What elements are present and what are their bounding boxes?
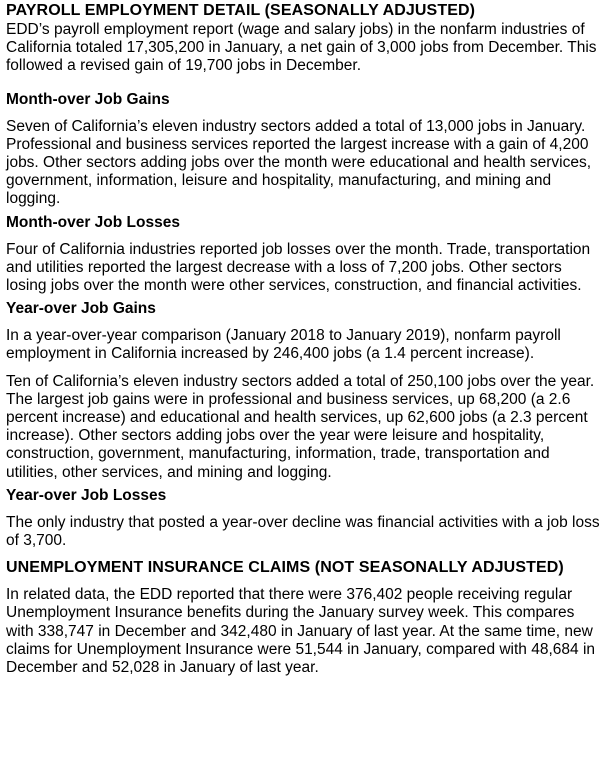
document-page (6, 2, 600, 677)
mom-gains-heading: Month-over Job Gains (6, 90, 170, 108)
mom-gains-paragraph: Seven of California’s eleven industry sectors added a total of 13,000 jobs in January. Professional and business services reported the largest increase with a gain of 4,200 jobs. Other sectors adding jobs over the month were educational and health services, government, information, leisure and hospitality, manufacturing, and mining and logging. (6, 117, 592, 208)
yoy-gains-paragraph-1: In a year-over-year comparison (January 2018 to January 2019), nonfarm payroll employment in California increased by 246,400 jobs (a 1.4 percent increase). (6, 327, 561, 363)
mom-losses-paragraph: Four of California industries reported job losses over the month. Trade, transportation and utilities reported the largest decrease with a loss of 7,200 jobs. Other sectors losing jobs over the month were other services, construction, and financial activities. (6, 240, 591, 295)
yoy-losses-paragraph: The only industry that posted a year-over decline was financial activities with a job loss of 3,700. (6, 513, 600, 550)
payroll-intro-paragraph: EDD’s payroll employment report (wage and salary jobs) in the nonfarm industries of California totaled 17,305,200 in January, a net gain of 3,000 jobs from December. This followed a revised gain of 19,700 jobs in December. (6, 21, 597, 75)
payroll-section-title: PAYROLL EMPLOYMENT DETAIL (SEASONALLY ADJUSTED) (6, 2, 476, 19)
yoy-gains-paragraph-2: Ten of California’s eleven industry sectors added a total of 250,100 jobs over the year. The largest job gains were in professional and business services, up 68,200 (a 2.6 percent increase) and educational and health services, up 62,600 jobs (a 2.3 percent increase). Other sectors adding jobs over the year were leisure and hospitality, construction, government, manufacturing, information, trade, transportation and utilities, other services, and mining and logging. (6, 372, 595, 481)
ui-claims-section-title: UNEMPLOYMENT INSURANCE CLAIMS (NOT SEASONALLY ADJUSTED) (6, 559, 564, 577)
yoy-losses-heading: Year-over Job Losses (6, 486, 167, 504)
yoy-gains-heading: Year-over Job Gains (6, 300, 156, 318)
ui-claims-paragraph: In related data, the EDD reported that there were 376,402 people receiving regular Unemployment Insurance benefits during the January survey week. This compares with 338,747 in December and 342,480 in January of last year. At the same time, new claims for Unemployment Insurance were 51,544 in January, compared with 48,684 in December and 52,028 in January of last year. (6, 586, 596, 677)
mom-losses-heading: Month-over Job Losses (6, 213, 180, 231)
